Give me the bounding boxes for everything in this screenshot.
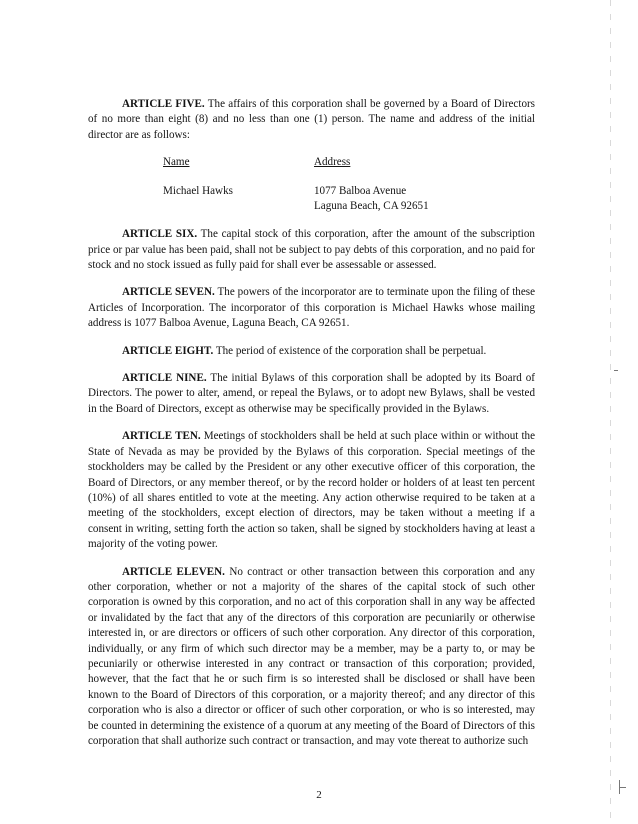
scan-artifact-mark bbox=[619, 787, 626, 788]
initial-director-table bbox=[88, 155, 535, 215]
article-eight bbox=[88, 344, 535, 359]
article-text: No contract or other transaction between this corporation and any other corporation, whether or not a majority of the shares of the capital stock of such other corporation is owned by this corporation, and no act of this corporation shall in any way be affected or invalidated by the fact that any of the directors of this corporation are pecuniarily or otherwise interested in, or are directors or officers of such other corporation. Any director of this corporation, individually, or any firm of which such director may be a member, may be a party to, or may be pecuniarily or otherwise interested in any contract or transaction of this corporation; provided, however, that the fact that he or such firm is so interested shall be disclosed or shall have been known to the Board of Directors of this corporation, or a majority thereof; and any director of this corporation who is also a director or officer of such other corporation, or who is so interested, may be counted in determining the existence of a quorum at any meeting of the Board of Directors of this corporation that shall authorize such contract or transaction, and may vote thereat to authorize such bbox=[88, 565, 535, 747]
article-nine bbox=[88, 371, 535, 417]
article-text: The affairs of this corporation shall be governed by a Board of Directors of no more than eight (8) and no less than one (1) person. The name and address of the initial director are as follows: bbox=[88, 98, 535, 141]
article-heading: ARTICLE FIVE. bbox=[122, 98, 205, 110]
article-six bbox=[88, 227, 535, 273]
article-heading: ARTICLE ELEVEN. bbox=[122, 565, 225, 578]
article-eleven bbox=[88, 565, 535, 750]
scan-edge-line bbox=[610, 0, 611, 824]
article-text: The initial Bylaws of this corporation shall be adopted by its Board of Directors. The power to alter, amend, or repeal the Bylaws, or to adopt new Bylaws, shall be vested in the Board of Directors, except as otherwise may be specifically provided in the Bylaws. bbox=[88, 372, 535, 415]
page-body bbox=[88, 97, 535, 761]
page-number: 2 bbox=[316, 789, 322, 801]
name-header: Name bbox=[163, 156, 190, 169]
article-heading: ARTICLE SEVEN. bbox=[122, 286, 215, 299]
article-heading: ARTICLE TEN. bbox=[122, 430, 201, 443]
director-name: Michael Hawks bbox=[163, 184, 233, 197]
article-ten bbox=[88, 429, 535, 552]
article-text: The powers of the incorporator are to terminate upon the filing of these Articles of Incorporation. The incorporator of this corporation is Michael Hawks whose mailing address is 1077 Balboa Avenue, Laguna Beach, CA 92651. bbox=[88, 286, 536, 330]
address-header: Address bbox=[314, 156, 351, 169]
article-heading: ARTICLE SIX. bbox=[122, 228, 198, 241]
article-seven bbox=[88, 285, 535, 331]
scan-artifact-mark bbox=[614, 370, 618, 371]
article-text: The capital stock of this corporation, after the amount of the subscription price or par value has been paid, shall not be subject to pay debts of this corporation, and no paid for stock and no stock issued as fully paid for shall ever be assessable or assessed. bbox=[88, 228, 535, 272]
article-heading: ARTICLE NINE. bbox=[122, 372, 207, 385]
address-line-2: Laguna Beach, CA 92651 bbox=[314, 200, 429, 213]
article-text: The period of existence of the corporation shall be perpetual. bbox=[213, 344, 487, 357]
name-column bbox=[163, 155, 233, 199]
address-line-1: 1077 Balboa Avenue bbox=[314, 184, 407, 197]
address-column bbox=[314, 155, 429, 214]
article-five bbox=[88, 97, 535, 143]
article-text: Meetings of stockholders shall be held at such place within or without the State of Nevada as may be provided by the Bylaws of this corporation. Special meetings of the stockholders may be called by the President or any other executive officer of this corporation, the Board of Directors, or any member thereof, or by the record holder or holders of at least ten percent (10%) of all shares entitled to vote at the meeting. Any action otherwise required to be taken at a meeting of the stockholders, except election of directors, may be taken without a meeting if a consent in writing, setting forth the action so taken, shall be signed by stockholders having at least a majority of the voting power. bbox=[88, 430, 535, 551]
article-heading: ARTICLE EIGHT. bbox=[122, 344, 214, 357]
